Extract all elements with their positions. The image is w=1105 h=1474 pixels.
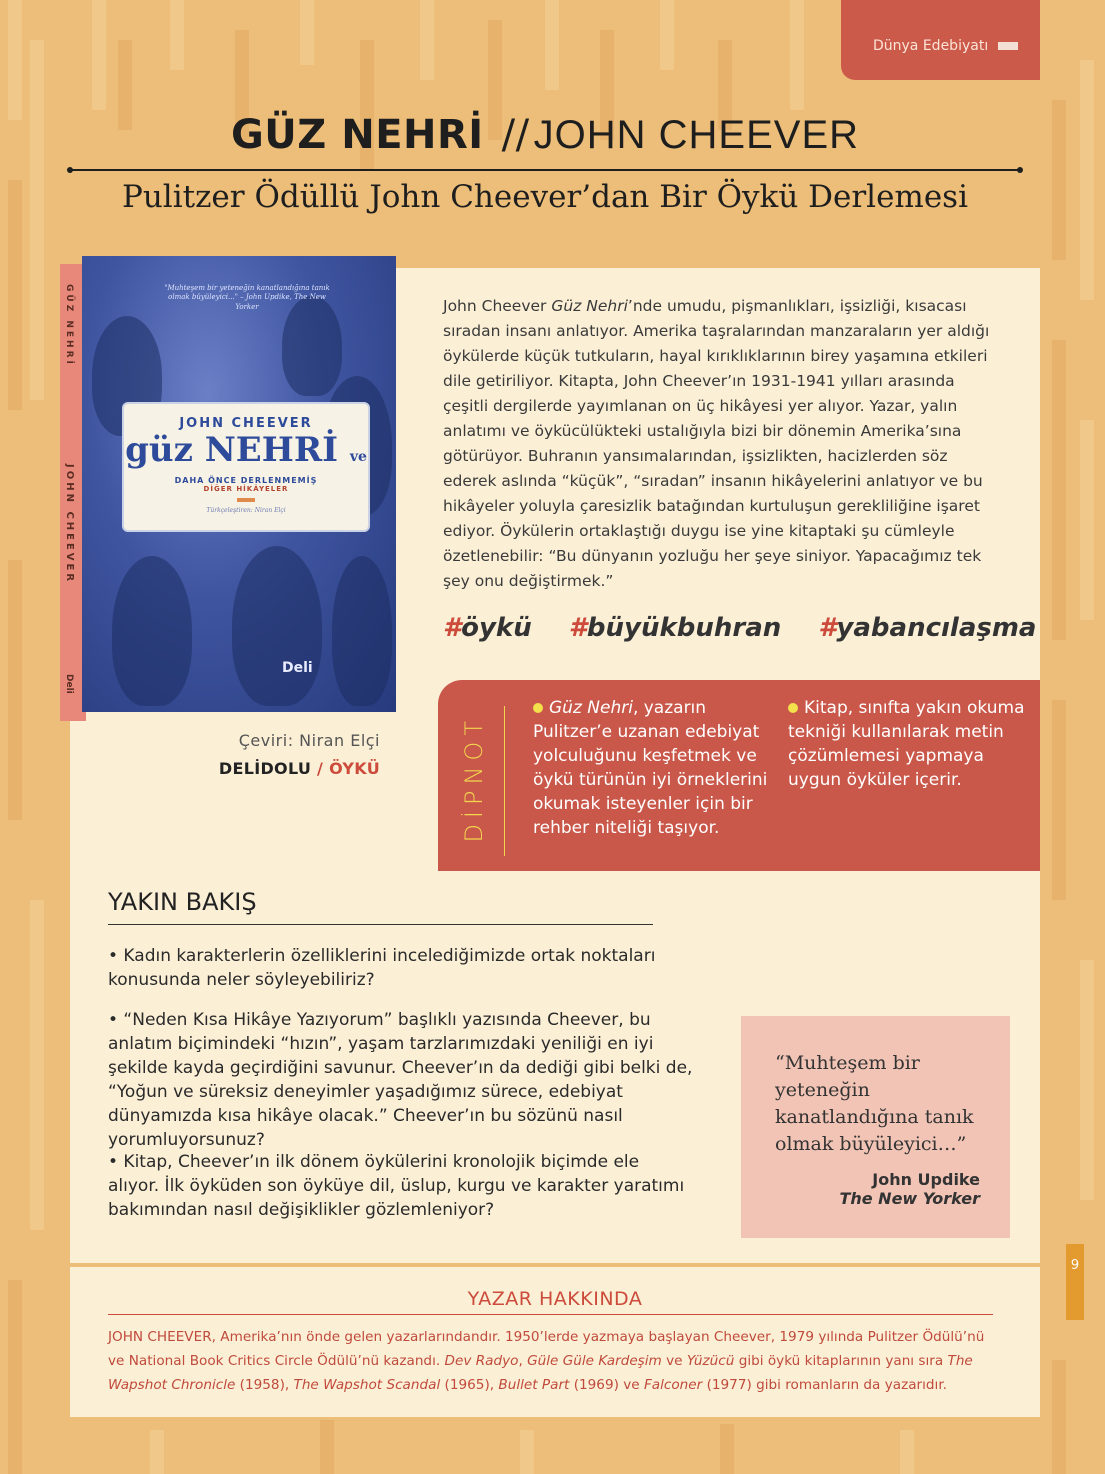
cover-subtitle-1: DAHA ÖNCE DERLENMEMİŞ bbox=[174, 476, 318, 485]
bullet-icon bbox=[533, 703, 543, 713]
yakin-bakis-title: YAKIN BAKIŞ bbox=[108, 888, 257, 916]
question-item: • Kitap, Cheever’ın ilk dönem öykülerini kronolojik biçimde ele alıyor. İlk öyküden son öyküye dil, üslup, kurgu ve karakter yaratımı bakımından nasıl değişiklikler gözlemleniyor? bbox=[108, 1152, 685, 1220]
hashtag-list bbox=[443, 613, 1064, 643]
book-title: GÜZ NEHRİ bbox=[230, 112, 484, 158]
book-cover bbox=[82, 256, 396, 712]
spine-logo: Deli bbox=[64, 674, 74, 694]
book-cover-image bbox=[60, 256, 396, 721]
question-item: • “Neden Kısa Hikâye Yazıyorum” başlıklı yazısında Cheever, bu anlatım biçimindeki “hızın”, yaşam tarzlarımızdaki yeniliği en iyi şekilde kayda geçirdiğini savunur. Cheever’ın da dediği gibi belki de, “Yoğun ve süreksiz deneyimler yaşadığımız sürece, edebiyat dünyamızda kısa hikâye olacak.” Cheever’ın bu sözünü nasıl yorumluyorsunuz? bbox=[108, 1010, 693, 1150]
publisher-separator: / bbox=[311, 759, 330, 778]
pull-quote-author: John Updike bbox=[872, 1170, 980, 1189]
cover-translator: Türkçeleştiren: Niran Elçi bbox=[206, 507, 286, 514]
dipnot-note-2: Kitap, sınıfta yakın okuma tekniği kullanılarak metin çözümlemesi yapmaya uygun öyküler içerir. bbox=[788, 698, 1025, 790]
pull-quote bbox=[741, 1016, 1010, 1238]
dipnot-box bbox=[438, 680, 1040, 871]
question-item: • Kadın karakterlerin özelliklerini incelediğimizde ortak noktaları konusunda neler söyleyebiliriz? bbox=[108, 946, 656, 990]
publisher-name: DELİDOLU bbox=[218, 759, 312, 778]
hashtag: #büyükbuhran bbox=[568, 613, 782, 643]
author-bio: JOHN CHEEVER, Amerika’nın önde gelen yazarlarındandır. 1950’lerde yazmaya başlayan Cheever, 1979 yılında Pulitzer Ödülü’nü ve National Book Critics Circle Ödülü’nü kazandı. Dev Radyo, Güle Güle Kardeşim ve Yüzücü gibi öykü kitaplarının yanı sıra The Wapshot Chronicle (1958), The Wapshot Scandal (1965), Bullet Part (1969) ve Falconer (1977) gibi romanların da yazarıdır. bbox=[108, 1329, 985, 1393]
section-label: Dünya Edebiyatı bbox=[873, 38, 989, 54]
dipnot-note-1: Güz Nehri, yazarın Pulitzer’e uzanan edebiyat yolculuğunu keşfetmek ve öykü türünün iyi örneklerini okumak isteyenler için bir rehber niteliği taşıyor. bbox=[533, 698, 768, 838]
cover-title: güz NEHRİ bbox=[125, 430, 339, 470]
page-subtitle: Pulitzer Ödüllü John Cheever’dan Bir Öykü Derlemesi bbox=[121, 179, 968, 215]
cover-publisher-logo: Deli bbox=[282, 660, 313, 676]
pull-quote-source: The New Yorker bbox=[839, 1189, 980, 1208]
book-author: JOHN CHEEVER bbox=[533, 113, 860, 157]
cover-subtitle-2: DİĞER HİKÂYELER bbox=[203, 485, 289, 493]
pull-quote-text: “Muhteşem bir yeteneğin kanatlandığına tanık olmak büyüleyici…” bbox=[775, 1052, 974, 1155]
hashtag: #yabancılaşma bbox=[818, 613, 1037, 643]
cover-label bbox=[122, 402, 370, 532]
dipnot-label: DİPNOT bbox=[460, 715, 488, 843]
cover-author: JOHN CHEEVER bbox=[179, 416, 313, 431]
publisher-line bbox=[0, 759, 380, 778]
yazar-hakkinda-title: YAZAR HAKKINDA bbox=[467, 1288, 643, 1310]
page-title bbox=[0, 112, 1090, 158]
title-rule bbox=[70, 169, 1020, 171]
page-number: 9 bbox=[1066, 1244, 1084, 1320]
yazar-hakkinda-rule bbox=[108, 1314, 993, 1315]
yakin-bakis-rule bbox=[108, 924, 653, 925]
book-description: John Cheever Güz Nehri’nde umudu, pişmanlıkları, işsizliği, kısacası sıradan insanı anlatıyor. Amerika taşralarından manzaraların yer aldığı öykülerde küçük tutkuların, hayal kırıklıklarının birey yaşamına etkileri dile getiriliyor. Kitapta, John Cheever’ın 1931-1941 yılları arasında çeşitli dergilerde yayımlanan on üç hikâyesi yer alıyor. Yazar, yalın anlatımı ve öykücülükteki ustalığıyla bizi bir dönemin Amerika’sına götürüyor. Buhranın yansımalarından, işsizlikten, hacizlerden söz ederek aslında “küçük”, “sıradan” insanın hikâyelerini anlatıyor ve bu hikâyeler yoluyla çaresizlik batağından kurtuluşun gerekliliğine işaret ediyor. Öykülerin ortaklaştığı duygu ise yine kitaptaki şu cümleyle özetlenebilir: “Bu dünyanın yozluğu her şeye siniyor. Yapacağımız tek şey onu değiştirmek.” bbox=[443, 297, 990, 590]
cover-quote: "Muhteşem bir yeteneğin kanatlandığına tanık olmak büyüleyici..." – John Updike, The New Yorker bbox=[164, 284, 330, 311]
bullet-icon bbox=[788, 703, 798, 713]
hashtag: #öykü bbox=[443, 613, 532, 643]
cover-title-ve: ve bbox=[349, 449, 367, 465]
description-book-title: Güz Nehri bbox=[551, 297, 628, 315]
translator-credit: Çeviri: Niran Elçi bbox=[238, 731, 380, 750]
title-separator: // bbox=[501, 112, 530, 158]
spine-author: JOHN CHEEVER bbox=[64, 464, 75, 585]
dipnot-divider bbox=[504, 706, 505, 856]
section-tab bbox=[841, 0, 1040, 80]
section-bar-icon bbox=[998, 42, 1018, 50]
genre-label: ÖYKÜ bbox=[329, 759, 380, 778]
spine-title: GÜZ NEHRİ bbox=[64, 284, 74, 367]
cover-divider bbox=[237, 498, 255, 502]
